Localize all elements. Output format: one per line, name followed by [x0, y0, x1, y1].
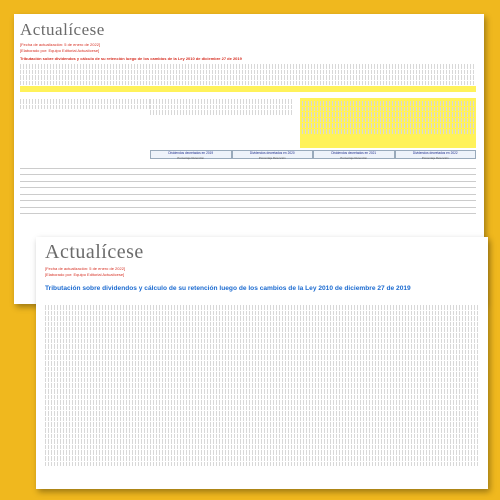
year-header-label: Dividendos decretados en 2020 — [249, 151, 295, 155]
illegible-text-line — [45, 439, 479, 444]
illegible-column-header — [150, 98, 292, 115]
illegible-table-intro — [20, 98, 150, 109]
year-header-strip — [150, 150, 476, 159]
illegible-text-line — [45, 462, 479, 467]
illegible-calculation-table — [20, 162, 476, 214]
illegible-row-label — [20, 201, 148, 207]
illegible-row-label — [20, 182, 148, 188]
illegible-note-box — [300, 98, 476, 148]
illegible-paragraph-block — [20, 63, 476, 85]
illegible-text-line — [302, 123, 474, 128]
document-meta — [20, 42, 100, 53]
article-title: Tributación sobre dividendos y cálculo de su retención luego de los cambios de la Ley 2010 de diciembre 27 de 2019 — [45, 285, 411, 292]
illegible-text-line — [45, 311, 479, 316]
illegible-text-line — [302, 129, 474, 134]
illegible-text-line — [45, 383, 479, 388]
brand-logo: Actualícese — [20, 20, 105, 39]
year-header-cell — [232, 150, 314, 159]
illegible-text-line — [45, 327, 479, 332]
illegible-text-line — [20, 105, 150, 110]
illegible-text-line — [45, 372, 479, 377]
illegible-text-line — [45, 361, 479, 366]
illegible-text-line — [45, 445, 479, 450]
illegible-text-line — [45, 378, 479, 383]
update-date: [Fecha de actualización: 5 de enero de 2022] — [20, 42, 101, 47]
update-date: [Fecha de actualización: 5 de enero de 2022] — [45, 266, 126, 271]
illegible-text-line — [45, 406, 479, 411]
illegible-text-line — [150, 110, 292, 115]
highlight-bar — [20, 86, 476, 92]
illegible-text-line — [45, 350, 479, 355]
illegible-text-line — [45, 428, 479, 433]
illegible-text-line — [20, 70, 476, 75]
illegible-row-label — [20, 175, 148, 181]
illegible-text-line — [45, 367, 479, 372]
illegible-text-line — [45, 422, 479, 427]
illegible-text-line — [150, 105, 292, 110]
brand-logo: Actualícese — [45, 241, 144, 263]
year-header-label: Dividendos decretados en 2021 — [331, 151, 377, 155]
author-line: [Elaborado por: Equipo Editorial Actualícese] — [20, 47, 100, 53]
illegible-row-label — [20, 208, 148, 214]
year-header-cell — [395, 150, 477, 159]
illegible-text-line — [302, 107, 474, 112]
illegible-text-line — [45, 316, 479, 321]
illegible-text-line — [45, 411, 479, 416]
illegible-row-label — [20, 195, 148, 201]
year-header-sub: Porcentaje Retención — [421, 155, 449, 160]
illegible-text-line — [150, 99, 292, 104]
illegible-article-body — [45, 304, 479, 466]
year-header-sub: Porcentaje Retención — [258, 155, 286, 160]
illegible-text-line — [45, 322, 479, 327]
illegible-text-line — [45, 333, 479, 338]
illegible-text-line — [45, 417, 479, 422]
year-header-cell — [150, 150, 232, 159]
illegible-row-label — [20, 169, 148, 175]
illegible-text-line — [45, 339, 479, 344]
year-header-sub: Porcentaje Retención — [177, 155, 205, 160]
table-row — [20, 208, 476, 215]
illegible-text-line — [45, 400, 479, 405]
illegible-text-line — [45, 395, 479, 400]
illegible-text-line — [20, 99, 150, 104]
author-line: [Elaborado por: Equipo Editorial Actualícese] — [45, 271, 125, 277]
front-document-sheet — [36, 237, 488, 489]
illegible-text-line — [45, 450, 479, 455]
illegible-text-line — [45, 344, 479, 349]
year-header-label: Dividendos decretados en 2022 — [412, 151, 458, 155]
illegible-text-line — [45, 389, 479, 394]
illegible-text-line — [20, 64, 476, 69]
year-header-sub: Porcentaje Retención — [340, 155, 368, 160]
document-title: Tributación sobre dividendos y cálculo de su retención luego de los cambios de la Ley 2010 de diciembre 27 de 2019 — [20, 56, 242, 61]
illegible-text-line — [20, 75, 476, 80]
document-meta — [45, 266, 125, 277]
illegible-text-line — [45, 305, 479, 310]
illegible-text-line — [20, 81, 476, 86]
illegible-row-label — [20, 162, 148, 168]
illegible-text-line — [45, 456, 479, 461]
year-header-cell — [313, 150, 395, 159]
illegible-text-line — [302, 118, 474, 123]
illegible-text-line — [302, 101, 474, 106]
illegible-text-line — [45, 355, 479, 360]
illegible-text-line — [302, 112, 474, 117]
year-header-label: Dividendos decretados en 2019 — [168, 151, 214, 155]
illegible-row-label — [20, 188, 148, 194]
illegible-text-line — [45, 434, 479, 439]
